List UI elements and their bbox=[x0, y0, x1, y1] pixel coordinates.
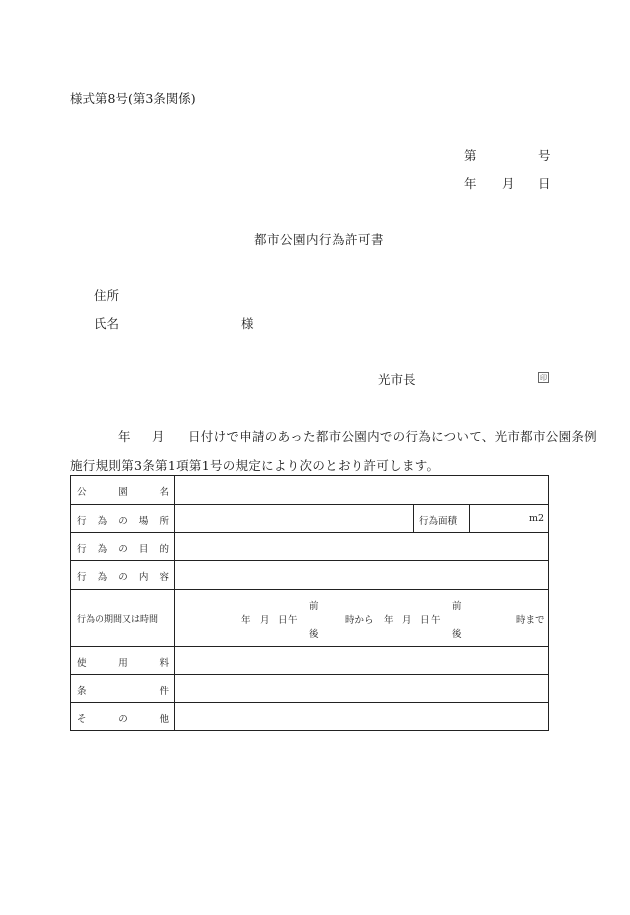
seal-icon: 印 bbox=[540, 374, 547, 382]
row-divider bbox=[71, 560, 548, 561]
row-divider bbox=[71, 589, 548, 590]
label-activity-period: 行為の期間又は時間 bbox=[77, 615, 159, 625]
issue-date-year: 年 bbox=[464, 176, 477, 191]
period-end-day: 日 bbox=[420, 615, 430, 626]
row-divider bbox=[71, 646, 548, 647]
period-start-pm: 後 bbox=[309, 629, 319, 640]
label-other: そ の 他 bbox=[77, 714, 169, 725]
period-start-year: 年 bbox=[241, 615, 251, 626]
form-number: 様式第8号(第3条関係) bbox=[70, 91, 196, 106]
label-activity-content: 行 為 の 内 容 bbox=[77, 572, 169, 583]
label-activity-location: 行 為 の 場 所 bbox=[77, 516, 169, 527]
column-divider bbox=[413, 504, 414, 532]
period-to: 時まで bbox=[516, 615, 545, 626]
issuer-title: 光市長 bbox=[378, 372, 416, 387]
period-end-month: 月 bbox=[402, 615, 412, 626]
row-divider bbox=[71, 532, 548, 533]
label-conditions: 条 件 bbox=[77, 686, 169, 697]
issue-date-month: 月 bbox=[502, 176, 515, 191]
body-year: 年 bbox=[118, 429, 131, 444]
period-start-ampm: 午 bbox=[288, 615, 298, 626]
label-activity-purpose: 行 為 の 目 的 bbox=[77, 544, 169, 555]
document-number-suffix: 号 bbox=[538, 148, 551, 163]
row-divider bbox=[71, 674, 548, 675]
row-divider bbox=[71, 702, 548, 703]
column-divider bbox=[469, 504, 470, 532]
honorific-label: 様 bbox=[241, 316, 254, 331]
period-start-am: 前 bbox=[309, 601, 319, 612]
area-unit: m2 bbox=[529, 513, 545, 524]
document-number-prefix: 第 bbox=[464, 148, 477, 163]
body-text-line2: 施行規則第3条第1項第1号の規定により次のとおり許可します。 bbox=[70, 458, 440, 473]
label-usage-fee: 使 用 料 bbox=[77, 658, 169, 669]
row-divider bbox=[71, 504, 548, 505]
label-park-name: 公 園 名 bbox=[77, 487, 169, 498]
period-end-pm: 後 bbox=[452, 629, 462, 640]
period-start-month: 月 bbox=[260, 615, 270, 626]
area-label: 行為面積 bbox=[419, 516, 458, 527]
permit-table bbox=[70, 475, 549, 731]
name-label: 氏名 bbox=[94, 316, 120, 331]
column-divider bbox=[174, 476, 175, 730]
period-end-am: 前 bbox=[452, 601, 462, 612]
period-end-ampm: 午 bbox=[431, 615, 441, 626]
issue-date-day: 日 bbox=[538, 176, 551, 191]
address-label: 住所 bbox=[94, 288, 120, 303]
body-text-line1: 日付けで申請のあった都市公園内での行為について、光市都市公園条例 bbox=[188, 429, 597, 444]
document-title: 都市公園内行為許可書 bbox=[254, 232, 385, 247]
period-from: 時から bbox=[345, 615, 374, 626]
period-start-day: 日 bbox=[278, 615, 288, 626]
body-month: 月 bbox=[152, 429, 165, 444]
period-end-year: 年 bbox=[384, 615, 394, 626]
